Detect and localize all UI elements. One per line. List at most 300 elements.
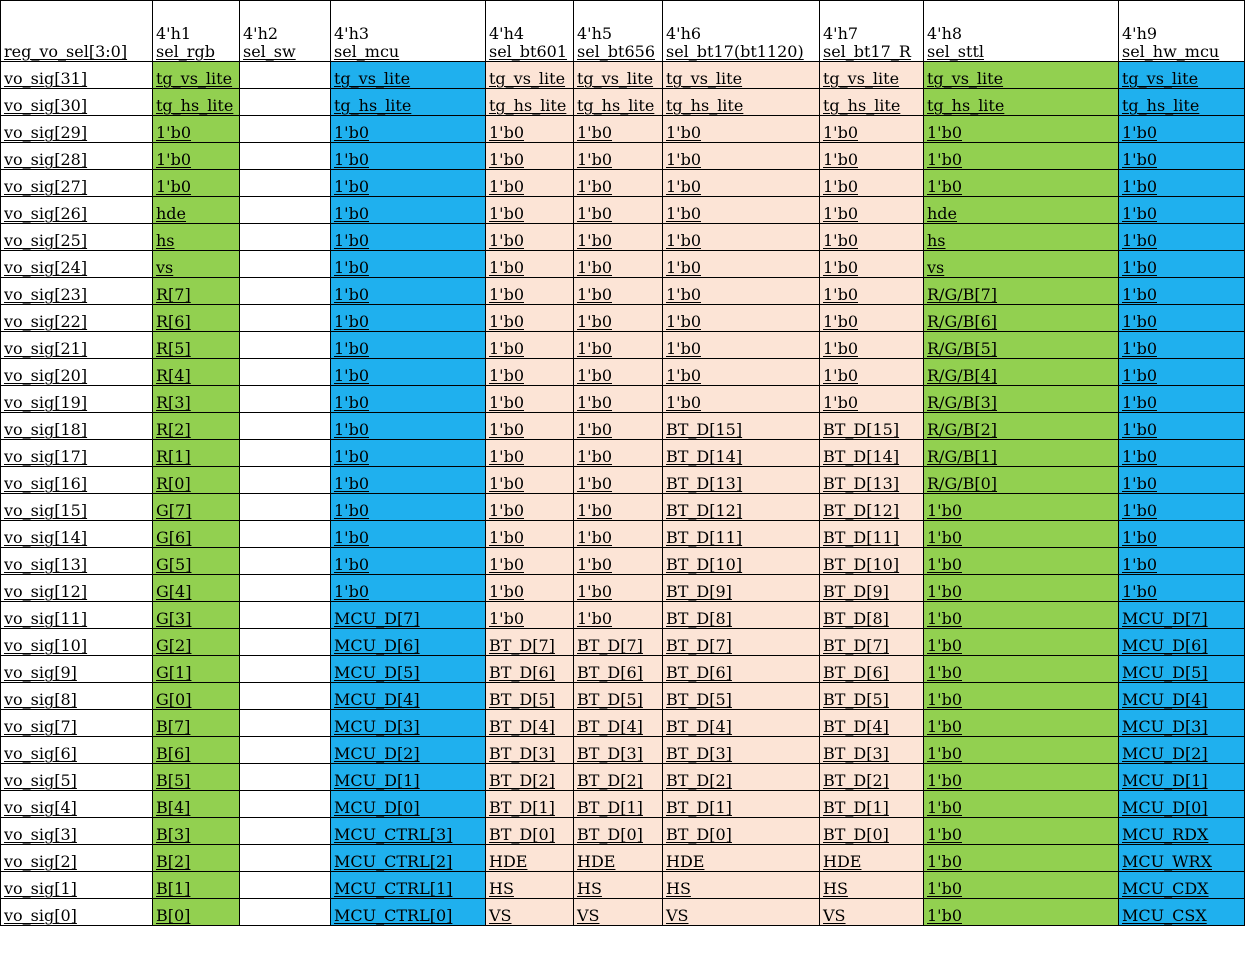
- mapping-cell: BT_D[0]: [486, 818, 574, 845]
- table-row: [1, 521, 1245, 548]
- mapping-cell: 1'b0: [486, 224, 574, 251]
- signal-name-cell: vo_sig[10]: [1, 629, 153, 656]
- mapping-cell: tg_vs_lite: [820, 62, 924, 89]
- mapping-cell: BT_D[7]: [486, 629, 574, 656]
- signal-name-cell: vo_sig[19]: [1, 386, 153, 413]
- signal-name-cell: vo_sig[7]: [1, 710, 153, 737]
- mapping-cell: 1'b0: [486, 305, 574, 332]
- mapping-cell: 1'b0: [924, 737, 1119, 764]
- column-header: 4'h5 sel_bt656: [574, 1, 663, 62]
- mapping-cell: [240, 872, 331, 899]
- mapping-cell: [240, 548, 331, 575]
- mapping-cell: BT_D[0]: [663, 818, 820, 845]
- mapping-cell: BT_D[1]: [486, 791, 574, 818]
- mapping-cell: [240, 116, 331, 143]
- table-row: [1, 224, 1245, 251]
- mapping-cell: R/G/B[3]: [924, 386, 1119, 413]
- mapping-cell: BT_D[10]: [820, 548, 924, 575]
- mapping-cell: 1'b0: [574, 467, 663, 494]
- mapping-cell: [240, 197, 331, 224]
- mapping-cell: 1'b0: [574, 602, 663, 629]
- mapping-cell: 1'b0: [663, 170, 820, 197]
- mapping-cell: 1'b0: [924, 791, 1119, 818]
- mapping-cell: 1'b0: [1119, 548, 1245, 575]
- mapping-cell: 1'b0: [663, 305, 820, 332]
- mapping-cell: 1'b0: [331, 278, 486, 305]
- mapping-cell: [240, 170, 331, 197]
- signal-name-cell: vo_sig[31]: [1, 62, 153, 89]
- mapping-cell: [240, 521, 331, 548]
- mapping-cell: [240, 629, 331, 656]
- mapping-cell: [240, 305, 331, 332]
- mapping-cell: BT_D[8]: [820, 602, 924, 629]
- mapping-cell: 1'b0: [924, 170, 1119, 197]
- mapping-cell: 1'b0: [924, 143, 1119, 170]
- corner-label: reg_vo_sel[3:0]: [1, 1, 153, 62]
- mapping-cell: 1'b0: [663, 197, 820, 224]
- mapping-cell: tg_vs_lite: [924, 62, 1119, 89]
- mapping-cell: HS: [574, 872, 663, 899]
- table-row: [1, 602, 1245, 629]
- mapping-cell: VS: [574, 899, 663, 926]
- mapping-cell: tg_vs_lite: [1119, 62, 1245, 89]
- mapping-cell: 1'b0: [924, 602, 1119, 629]
- mapping-cell: tg_vs_lite: [331, 62, 486, 89]
- signal-name-cell: vo_sig[3]: [1, 818, 153, 845]
- mapping-cell: 1'b0: [820, 305, 924, 332]
- mapping-cell: VS: [486, 899, 574, 926]
- signal-name-cell: vo_sig[16]: [1, 467, 153, 494]
- signal-name-cell: vo_sig[22]: [1, 305, 153, 332]
- mapping-cell: VS: [663, 899, 820, 926]
- mapping-cell: R[1]: [153, 440, 240, 467]
- mapping-cell: MCU_D[1]: [1119, 764, 1245, 791]
- mapping-cell: 1'b0: [820, 224, 924, 251]
- mapping-cell: 1'b0: [486, 494, 574, 521]
- signal-name-cell: vo_sig[23]: [1, 278, 153, 305]
- mapping-cell: tg_hs_lite: [331, 89, 486, 116]
- mapping-cell: 1'b0: [574, 170, 663, 197]
- mapping-cell: R[3]: [153, 386, 240, 413]
- mapping-cell: BT_D[8]: [663, 602, 820, 629]
- mapping-cell: 1'b0: [1119, 224, 1245, 251]
- mapping-cell: R/G/B[6]: [924, 305, 1119, 332]
- signal-name-cell: vo_sig[11]: [1, 602, 153, 629]
- mapping-cell: 1'b0: [486, 440, 574, 467]
- mapping-cell: BT_D[12]: [663, 494, 820, 521]
- mapping-cell: G[6]: [153, 521, 240, 548]
- mapping-cell: 1'b0: [663, 359, 820, 386]
- mapping-cell: BT_D[1]: [574, 791, 663, 818]
- mapping-cell: 1'b0: [924, 575, 1119, 602]
- mapping-cell: [240, 359, 331, 386]
- table-row: [1, 89, 1245, 116]
- signal-name-cell: vo_sig[15]: [1, 494, 153, 521]
- mapping-cell: 1'b0: [486, 143, 574, 170]
- mapping-cell: 1'b0: [331, 143, 486, 170]
- header-row: [1, 1, 1245, 62]
- column-header: 4'h9 sel_hw_mcu: [1119, 1, 1245, 62]
- mapping-cell: BT_D[0]: [574, 818, 663, 845]
- signal-name-cell: vo_sig[18]: [1, 413, 153, 440]
- mapping-cell: [240, 818, 331, 845]
- mapping-cell: [240, 737, 331, 764]
- mapping-cell: [240, 791, 331, 818]
- table-row: [1, 116, 1245, 143]
- mapping-cell: R[6]: [153, 305, 240, 332]
- mapping-cell: 1'b0: [1119, 494, 1245, 521]
- mapping-cell: MCU_D[0]: [1119, 791, 1245, 818]
- signal-name-cell: vo_sig[0]: [1, 899, 153, 926]
- mapping-cell: [240, 494, 331, 521]
- table-row: [1, 467, 1245, 494]
- mapping-cell: 1'b0: [486, 521, 574, 548]
- table-row: [1, 629, 1245, 656]
- mapping-cell: MCU_CTRL[2]: [331, 845, 486, 872]
- mapping-cell: 1'b0: [1119, 332, 1245, 359]
- mapping-cell: MCU_CTRL[3]: [331, 818, 486, 845]
- table-row: [1, 683, 1245, 710]
- mapping-cell: 1'b0: [924, 521, 1119, 548]
- mapping-cell: BT_D[14]: [820, 440, 924, 467]
- mapping-cell: 1'b0: [1119, 170, 1245, 197]
- mapping-cell: [240, 845, 331, 872]
- mapping-cell: 1'b0: [331, 170, 486, 197]
- mapping-cell: 1'b0: [331, 440, 486, 467]
- mapping-cell: 1'b0: [1119, 305, 1245, 332]
- mapping-cell: R/G/B[7]: [924, 278, 1119, 305]
- mapping-cell: R[2]: [153, 413, 240, 440]
- mapping-cell: 1'b0: [331, 521, 486, 548]
- signal-name-cell: vo_sig[14]: [1, 521, 153, 548]
- table-row: [1, 764, 1245, 791]
- mapping-cell: 1'b0: [574, 359, 663, 386]
- table-row: [1, 386, 1245, 413]
- mapping-cell: 1'b0: [486, 251, 574, 278]
- mapping-cell: [240, 899, 331, 926]
- mapping-cell: 1'b0: [486, 602, 574, 629]
- mapping-cell: MCU_D[6]: [1119, 629, 1245, 656]
- mapping-cell: hde: [924, 197, 1119, 224]
- table-row: [1, 251, 1245, 278]
- mapping-cell: [240, 224, 331, 251]
- mapping-cell: G[5]: [153, 548, 240, 575]
- mapping-cell: [240, 143, 331, 170]
- mapping-cell: BT_D[0]: [820, 818, 924, 845]
- mapping-cell: 1'b0: [574, 521, 663, 548]
- mapping-cell: MCU_D[7]: [1119, 602, 1245, 629]
- signal-name-cell: vo_sig[28]: [1, 143, 153, 170]
- mapping-cell: 1'b0: [486, 575, 574, 602]
- mapping-cell: 1'b0: [574, 224, 663, 251]
- mapping-cell: BT_D[15]: [663, 413, 820, 440]
- mapping-cell: R/G/B[5]: [924, 332, 1119, 359]
- mapping-cell: tg_hs_lite: [153, 89, 240, 116]
- mapping-cell: R[5]: [153, 332, 240, 359]
- signal-name-cell: vo_sig[21]: [1, 332, 153, 359]
- signal-name-cell: vo_sig[1]: [1, 872, 153, 899]
- mapping-cell: [240, 575, 331, 602]
- column-header: 4'h6 sel_bt17(bt1120): [663, 1, 820, 62]
- mapping-cell: R/G/B[4]: [924, 359, 1119, 386]
- mapping-cell: BT_D[2]: [486, 764, 574, 791]
- mapping-cell: [240, 332, 331, 359]
- mapping-cell: [240, 62, 331, 89]
- mapping-cell: BT_D[3]: [574, 737, 663, 764]
- mapping-cell: 1'b0: [331, 305, 486, 332]
- mapping-cell: 1'b0: [820, 116, 924, 143]
- column-header: 4'h7 sel_bt17_R: [820, 1, 924, 62]
- mapping-cell: B[2]: [153, 845, 240, 872]
- mapping-cell: BT_D[7]: [663, 629, 820, 656]
- mapping-cell: 1'b0: [924, 629, 1119, 656]
- mapping-cell: 1'b0: [663, 332, 820, 359]
- mapping-cell: BT_D[13]: [820, 467, 924, 494]
- mapping-cell: VS: [820, 899, 924, 926]
- mapping-cell: 1'b0: [924, 494, 1119, 521]
- table-row: [1, 143, 1245, 170]
- mapping-cell: 1'b0: [486, 116, 574, 143]
- mapping-cell: [240, 413, 331, 440]
- mapping-cell: HDE: [486, 845, 574, 872]
- signal-name-cell: vo_sig[26]: [1, 197, 153, 224]
- table-row: [1, 305, 1245, 332]
- mapping-cell: 1'b0: [486, 359, 574, 386]
- mapping-cell: B[7]: [153, 710, 240, 737]
- mapping-cell: MCU_D[4]: [1119, 683, 1245, 710]
- mapping-cell: tg_vs_lite: [574, 62, 663, 89]
- table-row: [1, 737, 1245, 764]
- mapping-cell: 1'b0: [1119, 251, 1245, 278]
- mapping-cell: 1'b0: [331, 548, 486, 575]
- mapping-cell: tg_hs_lite: [820, 89, 924, 116]
- table-row: [1, 413, 1245, 440]
- mapping-cell: [240, 656, 331, 683]
- mapping-cell: BT_D[2]: [663, 764, 820, 791]
- signal-name-cell: vo_sig[9]: [1, 656, 153, 683]
- mapping-cell: 1'b0: [924, 818, 1119, 845]
- signal-name-cell: vo_sig[12]: [1, 575, 153, 602]
- mapping-cell: BT_D[4]: [820, 710, 924, 737]
- mapping-cell: 1'b0: [331, 413, 486, 440]
- mapping-cell: 1'b0: [1119, 197, 1245, 224]
- mapping-cell: MCU_D[5]: [1119, 656, 1245, 683]
- signal-name-cell: vo_sig[6]: [1, 737, 153, 764]
- mapping-cell: BT_D[4]: [574, 710, 663, 737]
- mapping-cell: 1'b0: [331, 224, 486, 251]
- mapping-cell: MCU_D[3]: [1119, 710, 1245, 737]
- mapping-cell: [240, 467, 331, 494]
- mapping-cell: 1'b0: [924, 656, 1119, 683]
- mapping-cell: R/G/B[2]: [924, 413, 1119, 440]
- mapping-cell: MCU_CSX: [1119, 899, 1245, 926]
- table-row: [1, 332, 1245, 359]
- mapping-cell: 1'b0: [331, 251, 486, 278]
- mapping-cell: BT_D[7]: [574, 629, 663, 656]
- mapping-cell: 1'b0: [820, 386, 924, 413]
- mapping-cell: 1'b0: [486, 467, 574, 494]
- mapping-cell: MCU_CTRL[1]: [331, 872, 486, 899]
- mapping-cell: 1'b0: [663, 224, 820, 251]
- mapping-cell: 1'b0: [574, 440, 663, 467]
- mapping-cell: 1'b0: [574, 332, 663, 359]
- mapping-cell: 1'b0: [663, 386, 820, 413]
- mapping-cell: 1'b0: [924, 710, 1119, 737]
- mapping-cell: 1'b0: [486, 278, 574, 305]
- mapping-cell: R/G/B[1]: [924, 440, 1119, 467]
- mapping-cell: BT_D[6]: [820, 656, 924, 683]
- mapping-cell: G[4]: [153, 575, 240, 602]
- signal-name-cell: vo_sig[30]: [1, 89, 153, 116]
- mapping-cell: BT_D[4]: [486, 710, 574, 737]
- table-row: [1, 845, 1245, 872]
- mapping-cell: [240, 89, 331, 116]
- mapping-cell: 1'b0: [924, 764, 1119, 791]
- mapping-cell: G[0]: [153, 683, 240, 710]
- mapping-cell: B[6]: [153, 737, 240, 764]
- mapping-cell: BT_D[2]: [820, 764, 924, 791]
- mapping-cell: [240, 710, 331, 737]
- mapping-cell: 1'b0: [153, 116, 240, 143]
- mapping-cell: HS: [820, 872, 924, 899]
- mapping-cell: 1'b0: [924, 683, 1119, 710]
- mapping-cell: 1'b0: [1119, 116, 1245, 143]
- table-row: [1, 62, 1245, 89]
- mapping-cell: [240, 440, 331, 467]
- mapping-cell: MCU_D[1]: [331, 764, 486, 791]
- mapping-cell: 1'b0: [820, 197, 924, 224]
- mapping-cell: 1'b0: [1119, 386, 1245, 413]
- mapping-cell: B[5]: [153, 764, 240, 791]
- mapping-cell: 1'b0: [331, 332, 486, 359]
- mapping-cell: 1'b0: [663, 278, 820, 305]
- mapping-cell: tg_vs_lite: [153, 62, 240, 89]
- signal-name-cell: vo_sig[2]: [1, 845, 153, 872]
- mapping-cell: BT_D[1]: [663, 791, 820, 818]
- mapping-cell: hs: [924, 224, 1119, 251]
- mapping-cell: 1'b0: [1119, 359, 1245, 386]
- mapping-cell: G[1]: [153, 656, 240, 683]
- table-row: [1, 710, 1245, 737]
- mapping-cell: [240, 251, 331, 278]
- mapping-cell: hde: [153, 197, 240, 224]
- mapping-cell: MCU_D[5]: [331, 656, 486, 683]
- signal-name-cell: vo_sig[24]: [1, 251, 153, 278]
- mapping-cell: tg_hs_lite: [574, 89, 663, 116]
- mapping-cell: 1'b0: [924, 116, 1119, 143]
- mapping-cell: 1'b0: [331, 575, 486, 602]
- mapping-cell: 1'b0: [924, 548, 1119, 575]
- mapping-cell: MCU_D[2]: [331, 737, 486, 764]
- mapping-cell: 1'b0: [820, 170, 924, 197]
- mapping-cell: R/G/B[0]: [924, 467, 1119, 494]
- mapping-cell: HDE: [663, 845, 820, 872]
- mapping-cell: BT_D[15]: [820, 413, 924, 440]
- mapping-cell: 1'b0: [820, 359, 924, 386]
- mapping-cell: 1'b0: [574, 575, 663, 602]
- mapping-cell: MCU_D[0]: [331, 791, 486, 818]
- mapping-cell: G[3]: [153, 602, 240, 629]
- mapping-cell: 1'b0: [1119, 278, 1245, 305]
- mapping-cell: BT_D[14]: [663, 440, 820, 467]
- mapping-cell: 1'b0: [1119, 143, 1245, 170]
- mapping-cell: [240, 683, 331, 710]
- signal-name-cell: vo_sig[29]: [1, 116, 153, 143]
- mapping-cell: R[0]: [153, 467, 240, 494]
- mapping-cell: BT_D[6]: [663, 656, 820, 683]
- mapping-cell: 1'b0: [663, 251, 820, 278]
- mapping-cell: 1'b0: [331, 467, 486, 494]
- mapping-cell: R[4]: [153, 359, 240, 386]
- table-row: [1, 872, 1245, 899]
- mapping-cell: hs: [153, 224, 240, 251]
- mapping-cell: 1'b0: [924, 872, 1119, 899]
- mapping-cell: 1'b0: [574, 548, 663, 575]
- mapping-cell: BT_D[5]: [486, 683, 574, 710]
- signal-name-cell: vo_sig[25]: [1, 224, 153, 251]
- mapping-cell: BT_D[3]: [486, 737, 574, 764]
- mapping-cell: MCU_WRX: [1119, 845, 1245, 872]
- signal-name-cell: vo_sig[4]: [1, 791, 153, 818]
- mapping-cell: 1'b0: [486, 332, 574, 359]
- mapping-cell: BT_D[6]: [574, 656, 663, 683]
- mapping-cell: BT_D[6]: [486, 656, 574, 683]
- table-body: [1, 1, 1245, 926]
- mapping-cell: 1'b0: [1119, 575, 1245, 602]
- mapping-cell: [240, 764, 331, 791]
- mapping-cell: MCU_D[4]: [331, 683, 486, 710]
- mapping-cell: [240, 386, 331, 413]
- column-header: 4'h3 sel_mcu: [331, 1, 486, 62]
- mapping-cell: MCU_D[7]: [331, 602, 486, 629]
- mapping-cell: 1'b0: [663, 116, 820, 143]
- mapping-cell: 1'b0: [486, 548, 574, 575]
- table-row: [1, 359, 1245, 386]
- mapping-cell: 1'b0: [574, 278, 663, 305]
- mapping-cell: HDE: [820, 845, 924, 872]
- signal-name-cell: vo_sig[17]: [1, 440, 153, 467]
- mapping-cell: B[0]: [153, 899, 240, 926]
- mapping-cell: 1'b0: [924, 845, 1119, 872]
- table-row: [1, 278, 1245, 305]
- column-header: 4'h8 sel_sttl: [924, 1, 1119, 62]
- mapping-cell: 1'b0: [574, 413, 663, 440]
- mapping-cell: BT_D[12]: [820, 494, 924, 521]
- mapping-cell: 1'b0: [820, 143, 924, 170]
- mapping-cell: BT_D[9]: [663, 575, 820, 602]
- mapping-cell: BT_D[1]: [820, 791, 924, 818]
- mapping-cell: 1'b0: [820, 278, 924, 305]
- table-row: [1, 170, 1245, 197]
- mapping-cell: B[4]: [153, 791, 240, 818]
- mapping-cell: HDE: [574, 845, 663, 872]
- mapping-cell: BT_D[5]: [820, 683, 924, 710]
- mapping-cell: B[1]: [153, 872, 240, 899]
- mapping-cell: BT_D[13]: [663, 467, 820, 494]
- mapping-cell: B[3]: [153, 818, 240, 845]
- mapping-cell: 1'b0: [820, 332, 924, 359]
- mapping-cell: 1'b0: [331, 386, 486, 413]
- mapping-cell: tg_hs_lite: [1119, 89, 1245, 116]
- signal-name-cell: vo_sig[8]: [1, 683, 153, 710]
- mapping-cell: 1'b0: [924, 899, 1119, 926]
- mapping-cell: 1'b0: [486, 386, 574, 413]
- mapping-cell: 1'b0: [153, 170, 240, 197]
- mapping-cell: 1'b0: [1119, 521, 1245, 548]
- mapping-cell: 1'b0: [486, 170, 574, 197]
- mapping-cell: BT_D[7]: [820, 629, 924, 656]
- mapping-cell: tg_hs_lite: [663, 89, 820, 116]
